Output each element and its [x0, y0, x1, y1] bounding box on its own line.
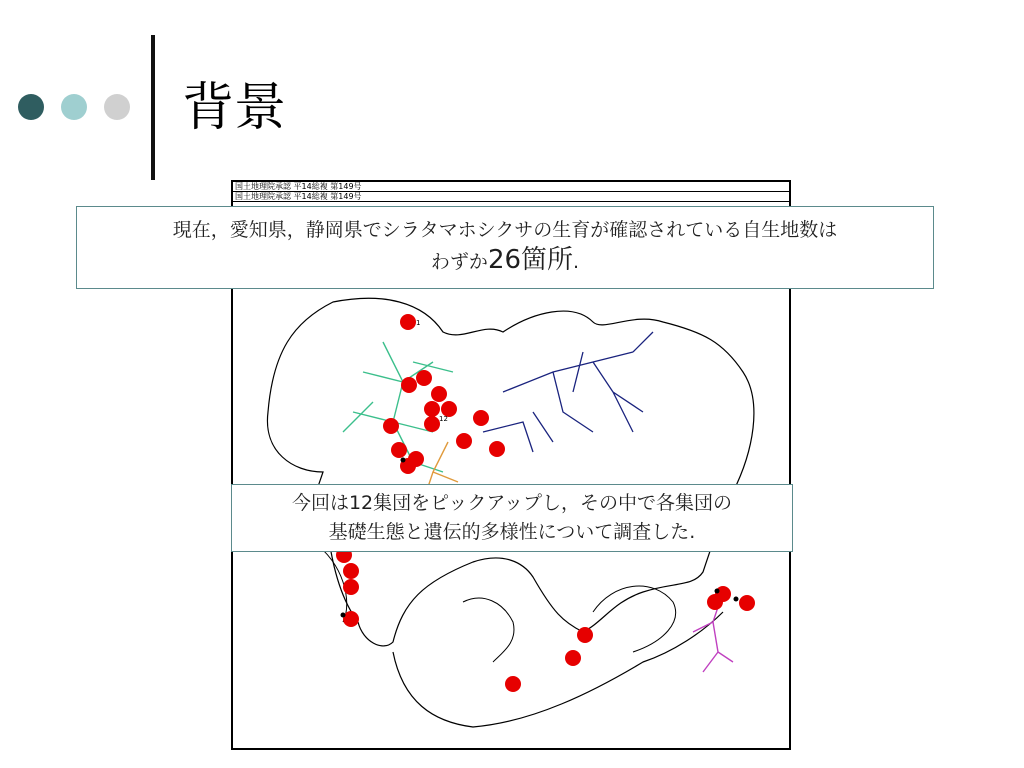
- peninsula-outline: [463, 598, 514, 662]
- site-dot: [341, 613, 346, 618]
- south-coastline: [393, 612, 723, 727]
- callout-top-count: 26箇所: [487, 245, 574, 275]
- site-dot: [401, 458, 406, 463]
- site-label: 1: [416, 319, 421, 327]
- site-marker: [343, 563, 359, 579]
- bullet-dot-light: [61, 94, 87, 120]
- site-marker: [343, 611, 359, 627]
- callout-top-line2: [77, 245, 933, 277]
- site-marker: [400, 314, 416, 330]
- callout-bottom-line1: 今回は12集団をピックアップし，その中で各集団の: [291, 492, 733, 514]
- site-marker: [505, 676, 521, 692]
- site-marker: [489, 441, 505, 457]
- map-credit-line: 国土地理院承認 平14総複 第149号: [233, 182, 789, 192]
- site-marker: [416, 370, 432, 386]
- callout-bottom: [231, 484, 793, 552]
- site-label: 12: [439, 415, 448, 423]
- site-marker: [565, 650, 581, 666]
- site-marker: [431, 386, 447, 402]
- aichi-outline: [267, 298, 753, 646]
- callout-top: [76, 206, 934, 289]
- bullet-dot-grey: [104, 94, 130, 120]
- title-divider: [151, 35, 155, 180]
- site-marker: [391, 442, 407, 458]
- callout-top-line1: 現在，愛知県，静岡県でシラタマホシクサの生育が確認されている自生地数は: [172, 219, 838, 241]
- bullet-dot-dark: [18, 94, 44, 120]
- site-dot: [734, 597, 739, 602]
- callout-bottom-line2: 基礎生態と遺伝的多様性について調査した.: [328, 521, 696, 543]
- site-marker: [424, 416, 440, 432]
- site-marker: [715, 586, 731, 602]
- map-credit-line: 国土地理院承認 平14総複 第149号: [233, 192, 789, 202]
- blue-river: [483, 332, 653, 452]
- site-marker: [577, 627, 593, 643]
- site-marker: [473, 410, 489, 426]
- site-marker: [739, 595, 755, 611]
- page-title: 背景: [182, 78, 287, 138]
- site-marker: [401, 377, 417, 393]
- site-marker: [424, 401, 440, 417]
- site-marker: [456, 433, 472, 449]
- site-marker: [343, 579, 359, 595]
- site-marker: [383, 418, 399, 434]
- callout-top-suffix: .: [573, 251, 580, 273]
- site-dot: [715, 589, 720, 594]
- map-credit: [233, 182, 789, 202]
- callout-top-prefix: わずか: [430, 251, 488, 273]
